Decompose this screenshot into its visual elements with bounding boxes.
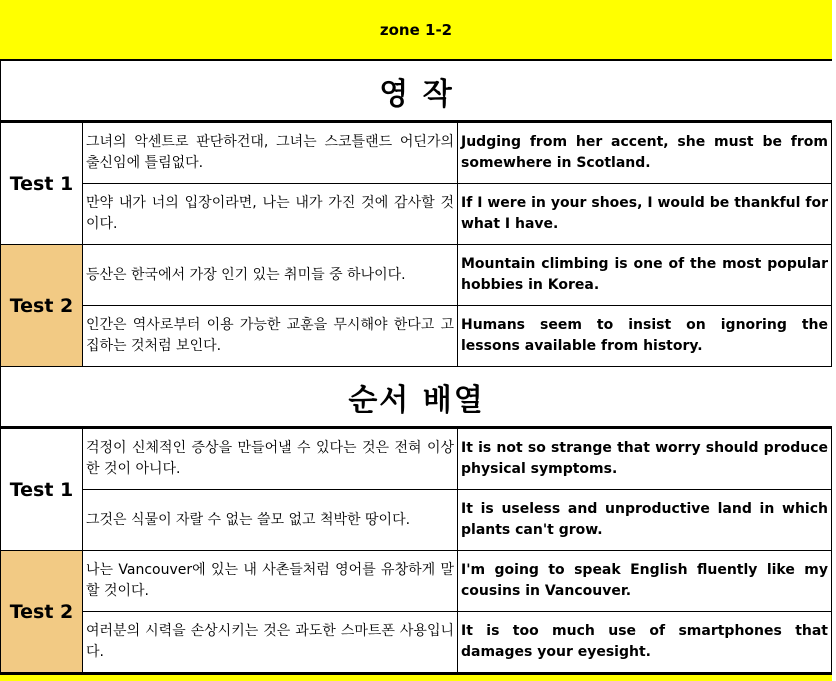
korean-sentence: 등산은 한국에서 가장 인기 있는 취미들 중 하나이다. bbox=[83, 245, 458, 306]
sheet-header bbox=[0, 0, 832, 61]
english-sentence: It is useless and unproductive land in which plants can't grow. bbox=[458, 490, 832, 551]
korean-sentence: 나는 Vancouver에 있는 내 사촌들처럼 영어를 유창하게 말할 것이다. bbox=[83, 551, 458, 612]
english-sentence: It is too much use of smartphones that damages your eyesight. bbox=[458, 612, 832, 673]
english-sentence: Mountain climbing is one of the most popular hobbies in Korea. bbox=[458, 245, 832, 306]
ordering-table bbox=[0, 428, 832, 673]
sheet-footer bbox=[0, 673, 832, 681]
table-row bbox=[1, 123, 832, 184]
english-sentence: If I were in your shoes, I would be thankful for what I have. bbox=[458, 184, 832, 245]
table-row bbox=[1, 184, 832, 245]
section-title-text: 영 작 bbox=[379, 76, 454, 112]
test-label: Test 1 bbox=[1, 429, 83, 551]
table-row bbox=[1, 245, 832, 306]
english-sentence: I'm going to speak English fluently like my cousins in Vancouver. bbox=[458, 551, 832, 612]
korean-sentence: 인간은 역사로부터 이용 가능한 교훈을 무시해야 한다고 고집하는 것처럼 보인다. bbox=[83, 306, 458, 367]
test-label: Test 1 bbox=[1, 123, 83, 245]
table-row bbox=[1, 429, 832, 490]
korean-sentence: 여러분의 시력을 손상시키는 것은 과도한 스마트폰 사용입니다. bbox=[83, 612, 458, 673]
korean-sentence: 그녀의 악센트로 판단하건대, 그녀는 스코틀랜드 어딘가의 출신임에 틀림없다. bbox=[83, 123, 458, 184]
english-sentence: Humans seem to insist on ignoring the lessons available from history. bbox=[458, 306, 832, 367]
korean-sentence: 만약 내가 너의 입장이라면, 나는 내가 가진 것에 감사할 것이다. bbox=[83, 184, 458, 245]
table-row bbox=[1, 306, 832, 367]
table-row bbox=[1, 612, 832, 673]
table-row bbox=[1, 551, 832, 612]
korean-sentence: 그것은 식물이 자랄 수 없는 쓸모 없고 척박한 땅이다. bbox=[83, 490, 458, 551]
section-title-composition bbox=[0, 61, 832, 122]
section-title-ordering bbox=[0, 367, 832, 428]
test-label: Test 2 bbox=[1, 245, 83, 367]
english-sentence: It is not so strange that worry should produce physical symptoms. bbox=[458, 429, 832, 490]
korean-sentence: 걱정이 신체적인 증상을 만들어낼 수 있다는 것은 전혀 이상한 것이 아니다. bbox=[83, 429, 458, 490]
table-row bbox=[1, 490, 832, 551]
english-sentence: Judging from her accent, she must be from somewhere in Scotland. bbox=[458, 123, 832, 184]
test-label: Test 2 bbox=[1, 551, 83, 673]
composition-table bbox=[0, 122, 832, 367]
section-title-text: 순서 배열 bbox=[348, 382, 485, 418]
zone-title: zone 1-2 bbox=[379, 20, 453, 39]
